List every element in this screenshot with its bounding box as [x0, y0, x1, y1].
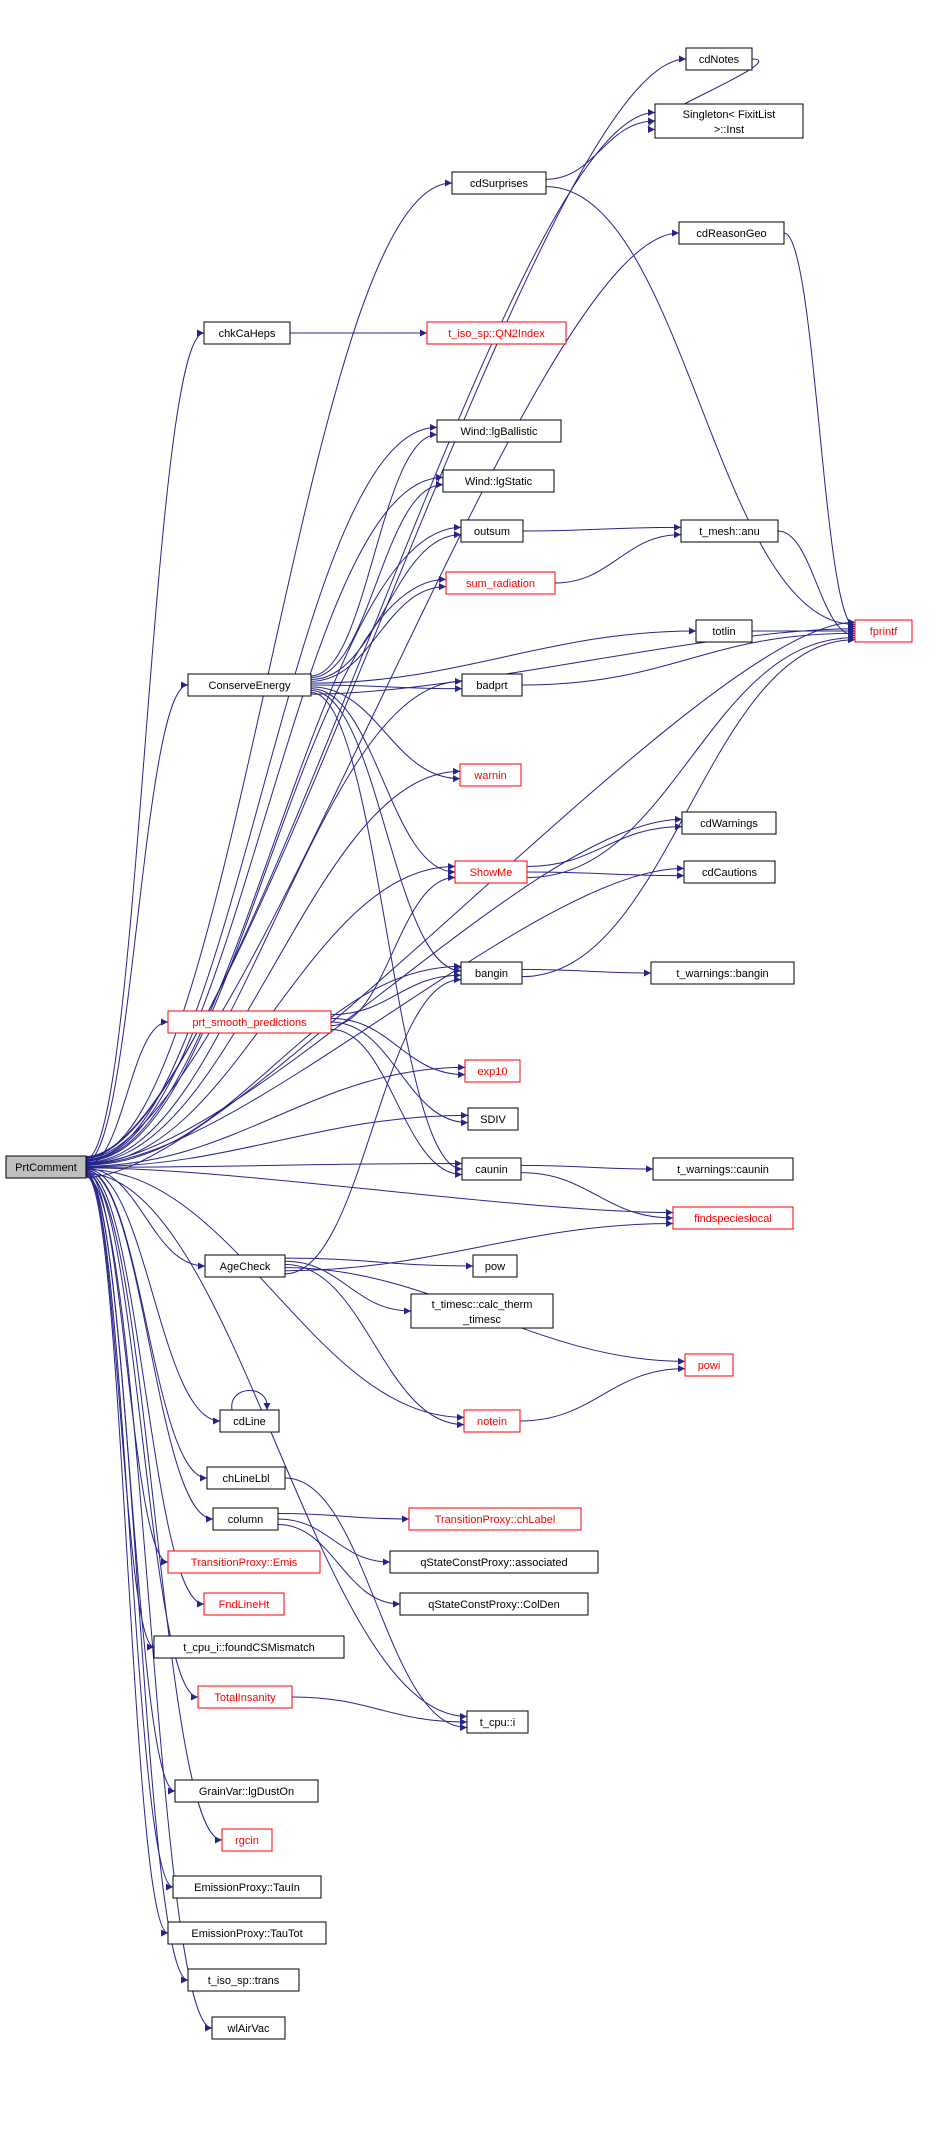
edge-arrowhead [453, 768, 460, 775]
edge-arrowhead [430, 424, 437, 431]
edge-showme-to-fprintf [527, 638, 855, 878]
node-lgduston[interactable] [175, 1780, 318, 1802]
node-conserveenergy[interactable] [188, 674, 311, 696]
node-label: badprt [476, 679, 508, 692]
edge-prtcomment-to-fprintf [86, 622, 855, 1177]
edge-t-mesh-anu-to-fprintf [778, 531, 855, 635]
node-prt-smooth[interactable] [168, 1011, 331, 1033]
node-fprintf[interactable] [855, 620, 912, 642]
node-t-warnings-caunin[interactable] [653, 1158, 793, 1180]
edge-cdsurprises-to-singleton [546, 121, 655, 179]
node-qn2index[interactable] [427, 322, 566, 344]
edge-arrowhead [458, 1071, 465, 1078]
edge-arrowhead [466, 1263, 473, 1270]
edge-arrowhead [205, 2025, 212, 2032]
edge-conserveenergy-to-fprintf [311, 629, 855, 694]
edge-arrowhead [646, 1166, 653, 1173]
edge-arrowhead [191, 1694, 198, 1701]
edge-arrowhead [404, 1308, 411, 1315]
node-cdline[interactable] [220, 1410, 279, 1432]
node-chkcaheps[interactable] [204, 322, 290, 344]
node-label: t_warnings::caunin [677, 1163, 769, 1176]
node-trans[interactable] [188, 1969, 299, 1991]
edge-arrowhead [455, 1171, 462, 1178]
node-label: GrainVar::lgDustOn [198, 1785, 295, 1798]
edge-arrowhead [200, 1475, 207, 1482]
node-sdiv[interactable] [468, 1108, 518, 1130]
edge-arrowhead [648, 126, 655, 133]
edge-prtcomment-to-cdwarnings [86, 819, 682, 1163]
edge-prtcomment-to-lgduston [86, 1174, 175, 1791]
node-label: _timesc [463, 1313, 501, 1326]
edge-arrowhead [666, 1215, 673, 1222]
node-label: TransitionProxy::chLabel [434, 1513, 556, 1526]
node-badprt[interactable] [462, 674, 522, 696]
edge-arrowhead [461, 1112, 468, 1119]
edge-prtcomment-to-cdnotes [86, 59, 686, 1157]
edge-conserveenergy-to-warnin [311, 687, 460, 779]
edge-notein-to-powi [520, 1369, 685, 1421]
node-label: qStateConstProxy::ColDen [428, 1598, 560, 1611]
node-label: notein [477, 1415, 507, 1428]
edge-prtcomment-to-sum-radiation [86, 579, 446, 1161]
edge-arrowhead [181, 1977, 188, 1984]
node-wind-lgstatic[interactable] [443, 470, 554, 492]
node-wlairvac[interactable] [212, 2017, 285, 2039]
node-label: SDIV [480, 1113, 506, 1126]
node-label: AgeCheck [219, 1260, 271, 1273]
node-label: chkCaHeps [218, 327, 276, 340]
edge-arrowhead [454, 531, 461, 538]
edge-arrowhead [215, 1837, 222, 1844]
edge-arrowhead [197, 1601, 204, 1608]
edge-conserveenergy-to-sum-radiation [311, 587, 446, 682]
node-label: >::Inst [713, 123, 745, 136]
edge-prtcomment-to-cdline [86, 1169, 220, 1421]
edge-conserveenergy-to-caunin [311, 692, 462, 1169]
node-cdnotes[interactable] [686, 48, 752, 70]
edge-arrowhead [420, 330, 427, 337]
edge-column-to-chlabel [278, 1514, 409, 1520]
edge-prtcomment-to-singleton [86, 113, 655, 1158]
node-totalinsanity[interactable] [198, 1686, 292, 1708]
node-tautot[interactable] [168, 1922, 326, 1944]
edge-arrowhead [666, 1209, 673, 1216]
edge-prtcomment-to-chkcaheps [86, 333, 204, 1159]
node-label: Wind::lgBallistic [460, 425, 538, 438]
node-warnin[interactable] [460, 764, 521, 786]
node-label: prt_smooth_predictions [192, 1016, 307, 1029]
edge-prtcomment-to-warnin [86, 771, 460, 1162]
edge-prtcomment-to-findspecieslocal [86, 1168, 673, 1213]
edge-prt-smooth-to-caunin [331, 1029, 462, 1174]
node-label: t_timesc::calc_therm [431, 1298, 533, 1311]
edge-prtcomment-to-tauin [86, 1175, 173, 1887]
node-label: t_iso_sp::QN2Index [448, 327, 545, 340]
edge-arrowhead [455, 1160, 462, 1167]
edge-arrowhead [455, 678, 462, 685]
node-pow[interactable] [473, 1255, 517, 1277]
node-column[interactable] [213, 1508, 278, 1530]
node-rgcin[interactable] [222, 1829, 272, 1851]
node-findspecieslocal[interactable] [673, 1207, 793, 1229]
edge-arrowhead [213, 1418, 220, 1425]
node-exp10[interactable] [465, 1060, 520, 1082]
node-label: outsum [473, 525, 511, 538]
edge-arrowhead [197, 330, 204, 337]
node-label: wlAirVac [227, 2022, 270, 2035]
edge-sum-radiation-to-t-mesh-anu [555, 535, 681, 583]
node-label: cdLine [233, 1415, 266, 1428]
edge-showme-to-cdwarnings [527, 827, 682, 867]
edge-arrowhead [648, 109, 655, 116]
edge-arrowhead [457, 1414, 464, 1421]
node-label: caunin [475, 1163, 508, 1176]
node-label: t_warnings::bangin [676, 967, 769, 980]
node-label: ShowMe [469, 866, 513, 879]
node-label: EmissionProxy::TauIn [194, 1881, 300, 1894]
node-label: totlin [712, 625, 736, 638]
edge-prtcomment-to-wind-lgballistic [86, 427, 437, 1159]
edge-prtcomment-to-bangin [86, 966, 461, 1165]
edge-arrowhead [206, 1516, 213, 1523]
edge-arrowhead [460, 1719, 467, 1726]
edge-arrowhead [448, 869, 455, 876]
edge-arrowhead [198, 1263, 205, 1270]
node-cdsurprises[interactable] [452, 172, 546, 194]
node-label: exp10 [477, 1065, 508, 1078]
edge-arrowhead [161, 1559, 168, 1566]
edge-prtcomment-to-chlinelbl [86, 1170, 207, 1478]
edge-arrowhead [672, 230, 679, 237]
edge-arrowhead [453, 775, 460, 782]
node-label: findspecieslocal [694, 1212, 772, 1225]
edge-arrowhead [689, 628, 696, 635]
node-foundcsmismatch[interactable] [154, 1636, 344, 1658]
node-outsum[interactable] [461, 520, 523, 542]
node-cdcautions[interactable] [684, 861, 775, 883]
edge-arrowhead [448, 874, 455, 881]
node-sum-radiation[interactable] [446, 572, 555, 594]
edge-arrowhead [460, 1713, 467, 1720]
edge-outsum-to-t-mesh-anu [523, 527, 681, 531]
edge-arrowhead [675, 823, 682, 830]
node-agecheck[interactable] [205, 1255, 285, 1277]
node-label: chLineLbl [222, 1472, 270, 1485]
node-label: warnin [474, 769, 507, 782]
node-powi[interactable] [685, 1354, 733, 1376]
node-label: column [227, 1513, 264, 1526]
node-prtcomment[interactable] [6, 1156, 86, 1178]
node-label: bangin [474, 967, 509, 980]
edge-bangin-to-fprintf [522, 640, 855, 977]
node-label: pow [484, 1260, 506, 1273]
node-chlabel[interactable] [409, 1508, 581, 1530]
node-bangin[interactable] [461, 962, 522, 984]
edge-prtcomment-to-wlairvac [86, 1177, 212, 2028]
edge-arrowhead [454, 976, 461, 983]
node-t-mesh-anu[interactable] [681, 520, 778, 542]
edge-bangin-to-t-warnings-bangin [522, 969, 651, 973]
node-associated[interactable] [390, 1551, 598, 1573]
edge-arrowhead [430, 431, 437, 438]
edge-badprt-to-fprintf [522, 633, 855, 685]
edge-arrowhead [436, 481, 443, 488]
edge-arrowhead [461, 1119, 468, 1126]
node-label: cdReasonGeo [696, 227, 767, 240]
edge-arrowhead [436, 474, 443, 481]
node-label: TransitionProxy::Emis [190, 1556, 298, 1569]
edge-prtcomment-to-sdiv [86, 1115, 468, 1166]
node-label: rgcin [235, 1834, 259, 1847]
edge-prt-smooth-to-exp10 [331, 1018, 465, 1074]
edge-arrowhead [644, 970, 651, 977]
edge-caunin-to-findspecieslocal [521, 1173, 673, 1218]
node-label: cdWarnings [700, 817, 758, 830]
edge-arrowhead [674, 531, 681, 538]
node-t-warnings-bangin[interactable] [651, 962, 794, 984]
edge-arrowhead [439, 576, 446, 583]
node-singleton[interactable] [655, 104, 803, 138]
node-label: EmissionProxy::TauTot [191, 1927, 303, 1940]
node-label: qStateConstProxy::associated [420, 1556, 568, 1569]
edge-arrowhead [181, 682, 188, 689]
edge-arrowhead [458, 1064, 465, 1071]
edge-arrowhead [161, 1019, 168, 1026]
edge-arrowhead [457, 1421, 464, 1428]
edge-agecheck-to-notein [285, 1264, 464, 1424]
edge-arrowhead [445, 180, 452, 187]
edge-arrowhead [460, 1724, 467, 1731]
node-label: t_cpu::i [479, 1716, 516, 1729]
edge-arrowhead [678, 1358, 685, 1365]
node-emis[interactable] [168, 1551, 320, 1573]
node-label: t_cpu_i::foundCSMismatch [183, 1641, 315, 1654]
node-label: FndLineHt [218, 1598, 270, 1611]
edge-arrowhead [674, 524, 681, 531]
edge-arrowhead [677, 865, 684, 872]
node-chlinelbl[interactable] [207, 1467, 285, 1489]
edge-arrowhead [677, 872, 684, 879]
edge-arrowhead [168, 1788, 175, 1795]
node-label: ConserveEnergy [208, 679, 291, 692]
node-label: fprintf [869, 625, 898, 638]
edge-arrowhead [455, 685, 462, 692]
node-label: cdSurprises [469, 177, 529, 190]
node-label: t_iso_sp::trans [207, 1974, 280, 1987]
node-label: cdNotes [698, 53, 740, 66]
node-totlin[interactable] [696, 620, 752, 642]
node-calc-therm[interactable] [411, 1294, 553, 1328]
node-label: sum_radiation [465, 577, 536, 590]
node-wind-lgballistic[interactable] [437, 420, 561, 442]
node-t-cpu-i[interactable] [467, 1711, 528, 1733]
edge-arrowhead [264, 1403, 271, 1410]
edge-layer [86, 53, 855, 2032]
node-label: t_mesh::anu [699, 525, 760, 538]
edge-cdreasongeo-to-fprintf [784, 233, 855, 627]
node-caunin[interactable] [462, 1158, 521, 1180]
edge-arrowhead [448, 863, 455, 870]
edge-arrowhead [679, 56, 686, 63]
edge-prtcomment-to-rgcin [86, 1175, 222, 1840]
edge-arrowhead [393, 1601, 400, 1608]
node-tauin[interactable] [173, 1876, 321, 1898]
edge-cdsurprises-to-fprintf [546, 187, 855, 625]
node-label: PrtComment [15, 1161, 77, 1174]
edge-arrowhead [454, 524, 461, 531]
edge-arrowhead [455, 1166, 462, 1173]
edge-conserveenergy-to-wind-lgstatic [311, 485, 443, 678]
node-label: Wind::lgStatic [464, 475, 533, 488]
node-cdwarnings[interactable] [682, 812, 776, 834]
node-label: Singleton< FixitList [682, 108, 776, 121]
node-label: cdCautions [701, 866, 758, 879]
edge-prtcomment-to-notein [86, 1170, 464, 1418]
node-label: powi [697, 1359, 721, 1372]
node-layer [6, 48, 912, 2039]
node-notein[interactable] [464, 1410, 520, 1432]
node-colden[interactable] [400, 1593, 588, 1615]
edge-arrowhead [666, 1220, 673, 1227]
edge-arrowhead [402, 1516, 409, 1523]
edge-caunin-to-t-warnings-caunin [521, 1165, 653, 1169]
edge-conserveenergy-to-showme [311, 689, 455, 872]
edge-arrowhead [439, 583, 446, 590]
node-label: TotalInsanity [214, 1691, 276, 1704]
edge-arrowhead [383, 1559, 390, 1566]
node-fndlineht[interactable] [204, 1593, 284, 1615]
node-showme[interactable] [455, 861, 527, 883]
node-cdreasongeo[interactable] [679, 222, 784, 244]
edge-arrowhead [678, 1365, 685, 1372]
edge-cdline-self-loop [232, 1391, 268, 1411]
